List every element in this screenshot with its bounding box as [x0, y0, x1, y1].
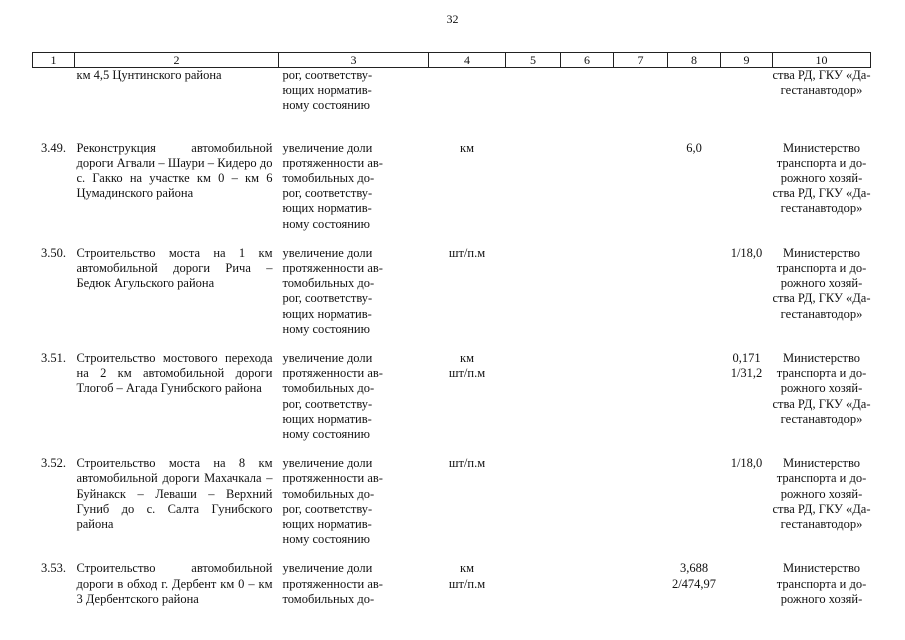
- table-row: [33, 141, 871, 232]
- row-number: 3.52.: [41, 456, 66, 471]
- table-row: [33, 351, 871, 442]
- value-col8: 3,688 2/474,97: [671, 561, 717, 591]
- value-col5: [506, 141, 561, 232]
- executor: Министерство транспорта и до- рожного хозяй- ства РД, ГКУ «Да- гестанавтодор»: [772, 245, 871, 321]
- measure-name: Реконструкция автомобильной дороги Агвали – Шаури – Кидеро до с. Гакко на участке км 0 – км 6 Цумадинского района: [76, 140, 273, 201]
- measure-unit: км: [460, 140, 474, 155]
- measure-goal: увеличение доли протяженности ав- томобильных до- рог, соответству- ющих норматив- ному состоянию: [282, 351, 383, 442]
- measure-unit: шт/п.м: [448, 245, 486, 260]
- executor: Министерство транспорта и до- рожного хозяй- ства РД, ГКУ «Да- гестанавтодор»: [772, 456, 871, 532]
- measure-unit: км шт/п.м: [448, 561, 486, 591]
- value-col6: [561, 456, 614, 547]
- page-number: 32: [446, 12, 459, 26]
- value-col5: [506, 456, 561, 547]
- executor: ства РД, ГКУ «Да- гестанавтодор»: [772, 68, 871, 98]
- document-table: [32, 52, 871, 607]
- value-col7: [614, 351, 668, 442]
- measure-name: Строительство автомобильной дороги в обход г. Дербент км 0 – км 3 Дербентского района: [76, 561, 273, 606]
- executor: Министерство транспорта и до- рожного хозяй- ства РД, ГКУ «Да- гестанавтодор»: [772, 351, 871, 426]
- value-col6: [561, 246, 614, 337]
- measure-goal: увеличение доли протяженности ав- томобильных до- рог, соответству- ющих норматив- ному состоянию: [282, 456, 383, 547]
- value-col6: [561, 561, 614, 607]
- value-col7: [614, 68, 668, 114]
- row-number: 3.49.: [41, 140, 66, 155]
- measure-name: Строительство моста на 8 км автомобильной дороги Махачкала – Буйнакск – Леваши – Верхний Гуниб до с. Салта Гунибского района: [76, 456, 273, 532]
- measure-goal: рог, соответству- ющих норматив- ному состоянию: [282, 68, 373, 113]
- value-col5: [506, 561, 561, 607]
- value-col7: [614, 561, 668, 607]
- column-header: 5: [506, 53, 561, 68]
- column-header: 9: [721, 53, 773, 68]
- value-col9: [721, 68, 773, 114]
- executor: Министерство транспорта и до- рожного хозяй-: [776, 561, 867, 606]
- value-col7: [614, 246, 668, 337]
- value-col8: [668, 246, 721, 337]
- column-header: 1: [33, 53, 75, 68]
- value-col9: 0,171 1/31,2: [730, 351, 763, 381]
- row-number: 3.50.: [41, 245, 66, 260]
- value-col9: [721, 141, 773, 232]
- value-col6: [561, 351, 614, 442]
- row-number: 3.53.: [41, 561, 66, 576]
- value-col8: [668, 351, 721, 442]
- column-header: 8: [668, 53, 721, 68]
- column-header: 3: [279, 53, 429, 68]
- table-row: [33, 68, 871, 114]
- header-row: [33, 53, 871, 68]
- value-col9: [721, 561, 773, 607]
- table-row: [33, 561, 871, 607]
- measure-goal: увеличение доли протяженности ав- томобильных до- рог, соответству- ющих норматив- ному состоянию: [282, 245, 383, 336]
- value-col8: 6,0: [686, 140, 702, 155]
- measure-name: км 4,5 Цунтинского района: [76, 68, 222, 82]
- column-header: 10: [773, 53, 871, 68]
- table-row: [33, 246, 871, 337]
- value-col8: [668, 68, 721, 114]
- measure-unit: [429, 68, 506, 114]
- measure-unit: шт/п.м: [448, 456, 486, 471]
- value-col6: [561, 141, 614, 232]
- measure-name: Строительство моста на 1 км автомобильной дороги Рича – Бедюк Агульского района: [76, 245, 273, 291]
- value-col5: [506, 351, 561, 442]
- value-col6: [561, 68, 614, 114]
- measure-unit: км шт/п.м: [448, 351, 486, 381]
- value-col9: 1/18,0: [730, 456, 763, 471]
- column-header: 2: [75, 53, 279, 68]
- row-number: 3.51.: [41, 351, 66, 366]
- value-col7: [614, 141, 668, 232]
- value-col5: [506, 246, 561, 337]
- measure-goal: увеличение доли протяженности ав- томобильных до- рог, соответству- ющих норматив- ному состоянию: [282, 140, 383, 231]
- column-header: 4: [429, 53, 506, 68]
- value-col9: 1/18,0: [730, 245, 763, 260]
- value-col5: [506, 68, 561, 114]
- measure-goal: увеличение доли протяженности ав- томобильных до-: [282, 561, 383, 606]
- measure-name: Строительство мостового перехода на 2 км автомобильной дороги Тлогоб – Агада Гунибского района: [76, 351, 273, 396]
- table-row: [33, 456, 871, 547]
- value-col7: [614, 456, 668, 547]
- column-header: 6: [561, 53, 614, 68]
- column-header: 7: [614, 53, 668, 68]
- executor: Министерство транспорта и до- рожного хозяй- ства РД, ГКУ «Да- гестанавтодор»: [772, 140, 871, 216]
- row-number: [33, 68, 75, 114]
- value-col8: [668, 456, 721, 547]
